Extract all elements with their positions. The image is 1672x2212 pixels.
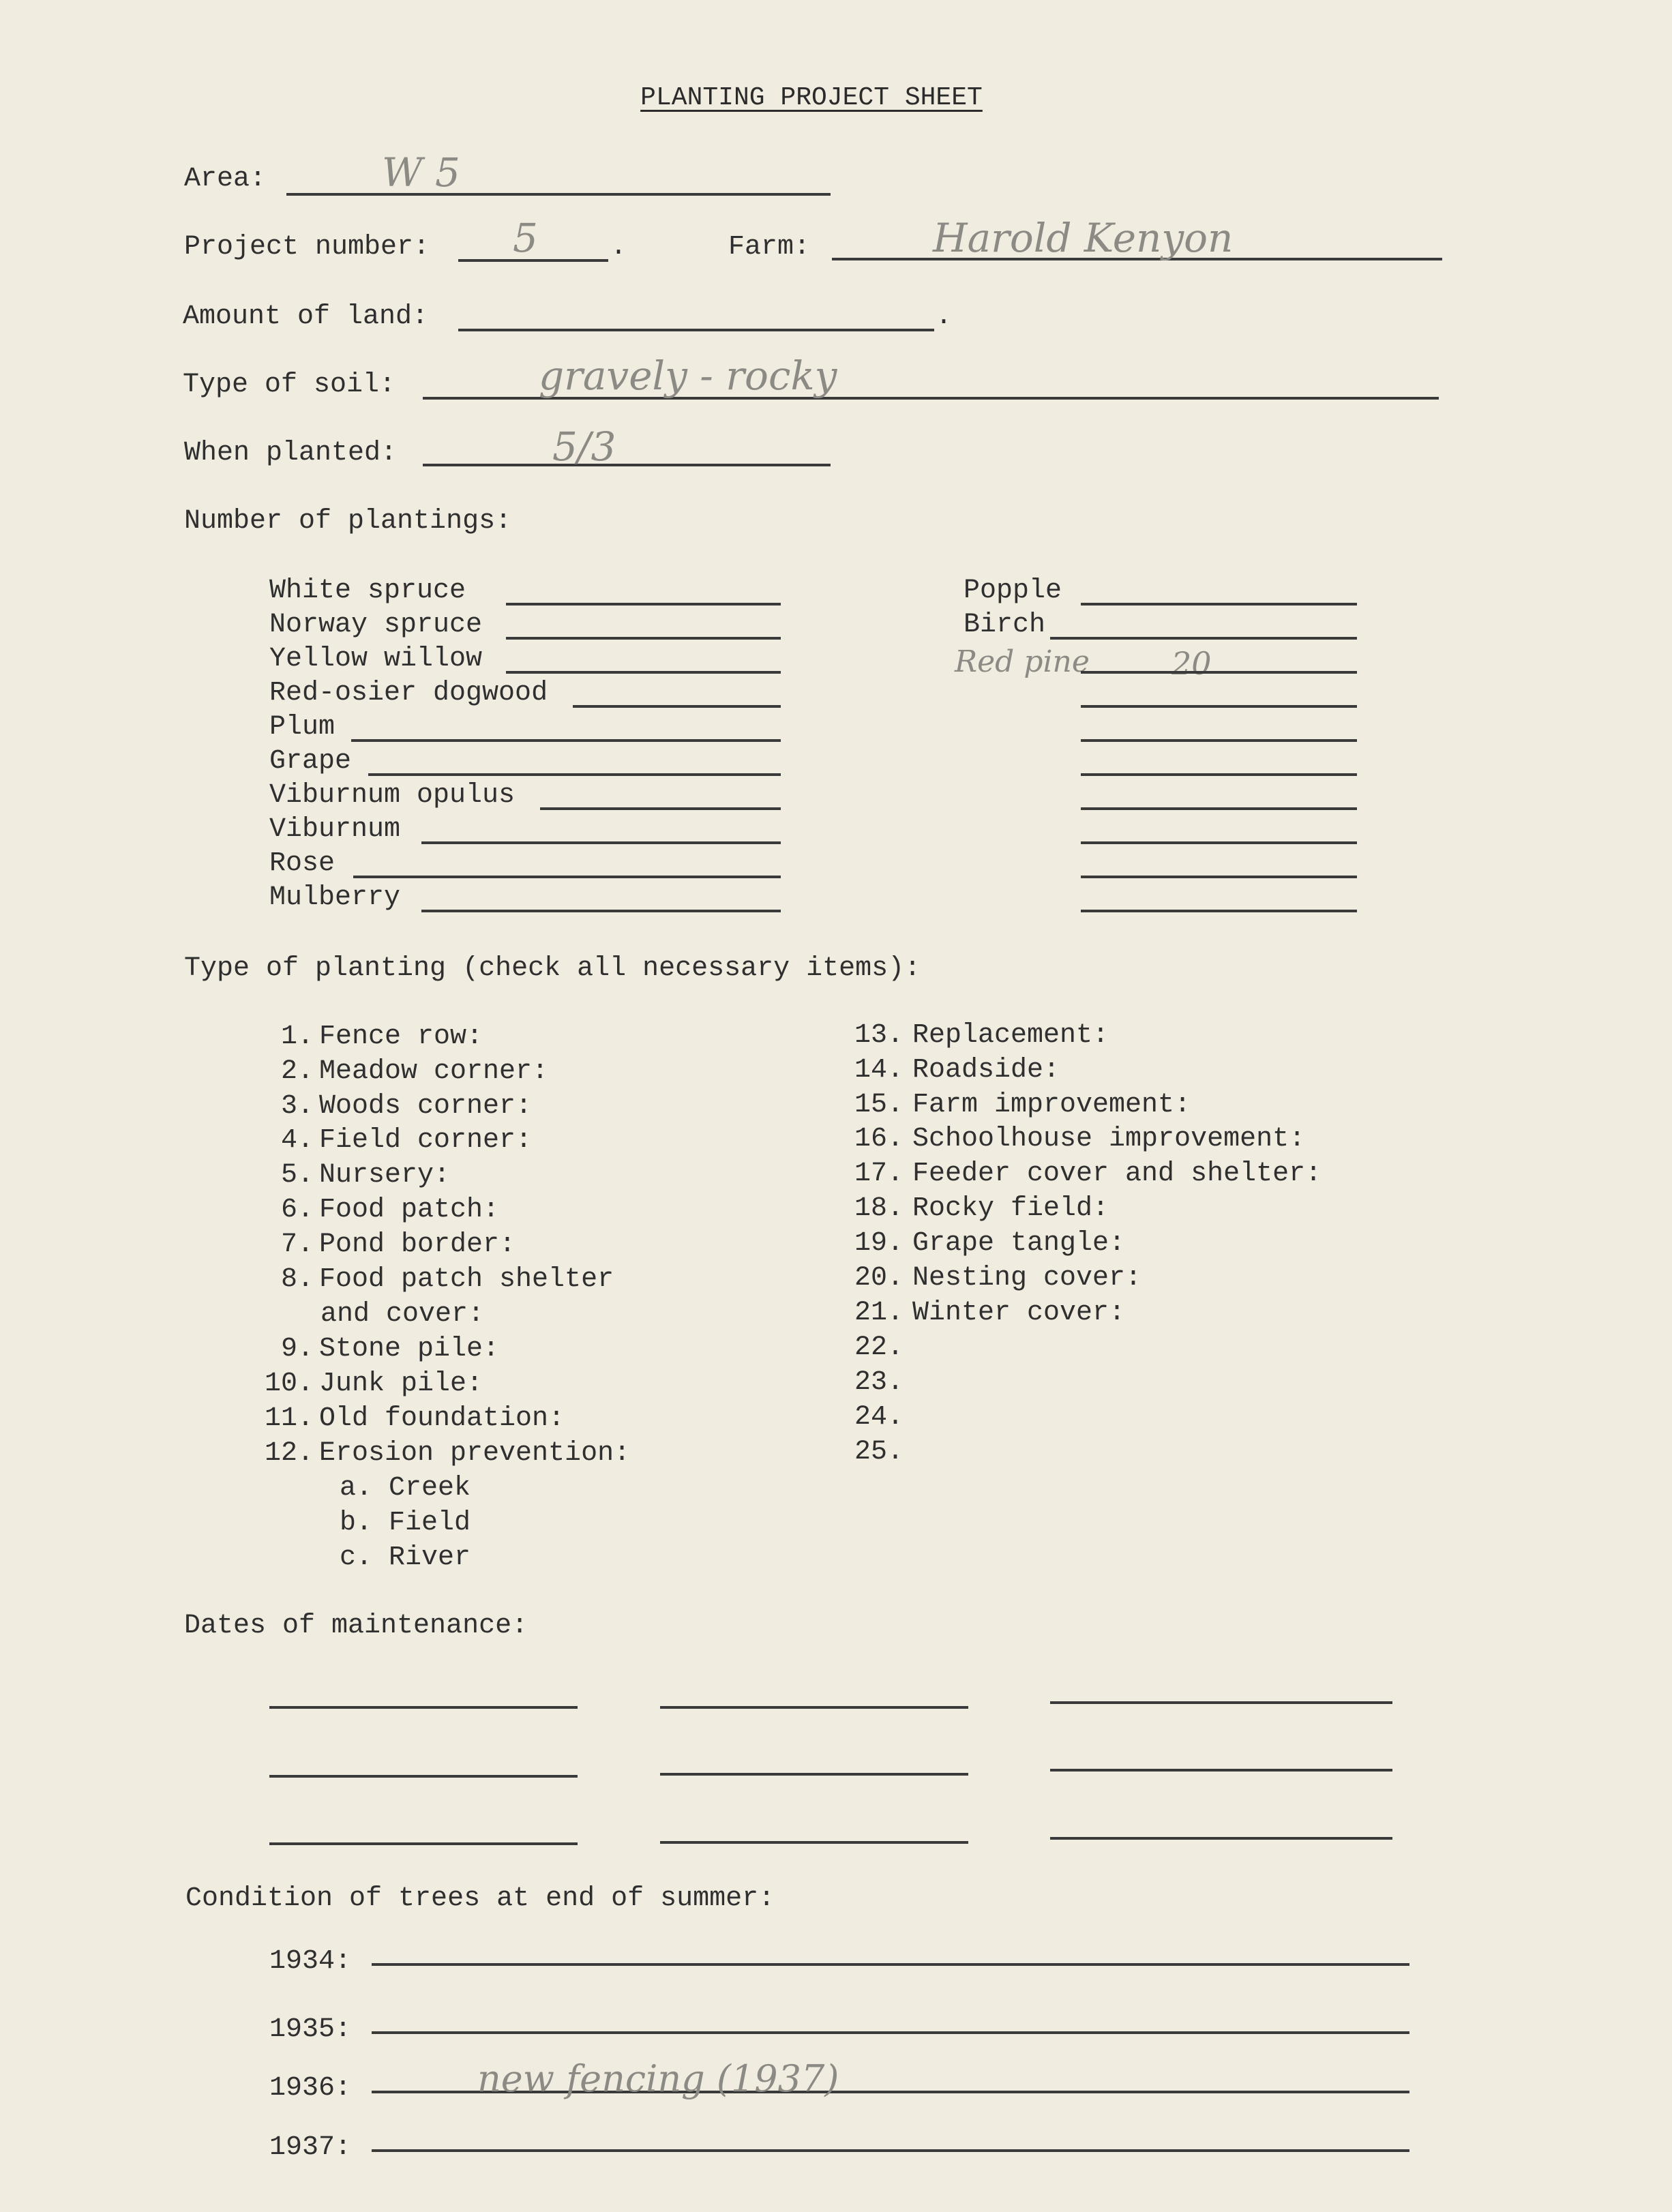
condition-year-1937: 1937: <box>269 2132 352 2163</box>
planted-label: When planted: <box>184 438 398 468</box>
type-rocky-field: Rocky field: <box>912 1193 1109 1224</box>
amount-label: Amount of land: <box>183 301 429 332</box>
type-nesting-cover: Nesting cover: <box>912 1263 1142 1294</box>
maintenance-line <box>269 1775 578 1778</box>
condition-year-1934: 1934: <box>269 1946 352 1977</box>
maintenance-line <box>1050 1701 1392 1704</box>
type-food-patch-shelter: Food patch shelter <box>319 1264 614 1295</box>
type-farm-improvement: Farm improvement: <box>912 1090 1191 1120</box>
condition-year-1935: 1935: <box>269 2014 352 2045</box>
types-label: Type of planting (check all necessary items): <box>184 953 921 984</box>
type-stone-pile: Stone pile: <box>319 1334 500 1364</box>
type-winter-cover: Winter cover: <box>912 1298 1126 1328</box>
planting-yellow-willow: Yellow willow <box>269 644 483 674</box>
type-23: 23. <box>854 1367 904 1398</box>
farm-value: Harold Kenyon <box>933 215 1234 261</box>
planting-rose: Rose <box>269 848 335 879</box>
type-replacement: Replacement: <box>912 1020 1109 1051</box>
type-pond-border: Pond border: <box>319 1229 516 1260</box>
maintenance-label: Dates of maintenance: <box>184 1611 528 1641</box>
plantings-label: Number of plantings: <box>184 506 512 537</box>
maintenance-line <box>1050 1837 1392 1840</box>
planting-grape: Grape <box>269 746 352 777</box>
planting-red-pine: Red pine <box>955 644 1090 679</box>
type-field-corner: Field corner: <box>319 1125 533 1156</box>
type-nursery: Nursery: <box>319 1160 451 1191</box>
maintenance-line <box>269 1842 578 1845</box>
type-erosion-creek: a. Creek <box>340 1473 471 1504</box>
planting-viburnum: Viburnum <box>269 814 401 845</box>
project-number-label: Project number: <box>184 232 430 263</box>
project-number-value: 5 <box>513 215 538 261</box>
maintenance-line <box>660 1773 968 1776</box>
planting-red-osier-dogwood: Red-osier dogwood <box>269 678 548 708</box>
type-grape-tangle: Grape tangle: <box>912 1228 1126 1259</box>
type-24: 24. <box>854 1402 904 1433</box>
planting-norway-spruce: Norway spruce <box>269 610 483 640</box>
type-food-patch: Food patch: <box>319 1195 500 1225</box>
type-meadow-corner: Meadow corner: <box>319 1056 549 1087</box>
condition-year-1936: 1936: <box>269 2073 352 2104</box>
type-old-foundation: Old foundation: <box>319 1403 565 1434</box>
maintenance-line <box>660 1706 968 1709</box>
type-erosion-prevention: Erosion prevention: <box>319 1438 631 1469</box>
planting-mulberry: Mulberry <box>269 882 401 913</box>
planting-project-sheet: PLANTING PROJECT SHEET Area: W 5 Project number: . 5 Farm: Harold Kenyon Amount of land: . Type of soil: gravely - rocky When planted: 5/3 Number of plantings: White spruce Norway spruce Yellow willow Red-osier dogwood Plum Grape Viburnum opulus Viburnum Rose Mulberry Popple Birch Red pine 20 Type of planting (check all necessary items): 1. Fence row: 2. Meadow corner: 3. Woods corner: 4. Field corner: 5. Nursery: 6. Food patch: 7. Pond border: 8. Food patch shelter and cover: 9. Stone pile: 10. Junk pile: 11. Old foundation: 12. Erosion prevention: a. Creek b. Field c. River 13. Replacement: 14. Roadside: 15. Farm improvement: 16. Schoolhouse improvement: 17. Feeder cover and shelter: 18. Rocky field: 19. Grape tangle: 20. Nesting cover: 21. Winter cover: 22. 23. 24. 25. Dates of maintenance: Condition of trees at end of summer: 1934: 1935: 1936: new fencing (1937) 1937: <box>0 0 1672 2212</box>
planted-line <box>423 464 831 466</box>
type-woods-corner: Woods corner: <box>319 1091 533 1122</box>
planting-popple: Popple <box>964 576 1062 606</box>
maintenance-line <box>1050 1769 1392 1772</box>
area-line <box>286 193 831 196</box>
type-erosion-river: c. River <box>340 1542 471 1573</box>
planted-value: 5/3 <box>552 423 616 470</box>
type-roadside: Roadside: <box>912 1055 1060 1086</box>
type-fence-row: Fence row: <box>319 1021 483 1052</box>
type-food-patch-shelter-cont: and cover: <box>320 1299 485 1330</box>
condition-label: Condition of trees at end of summer: <box>185 1883 775 1914</box>
maintenance-line <box>660 1841 968 1844</box>
planting-birch: Birch <box>964 610 1046 640</box>
planting-plum: Plum <box>269 712 335 743</box>
page-title: PLANTING PROJECT SHEET <box>640 83 983 113</box>
type-schoolhouse-improvement: Schoolhouse improvement: <box>912 1124 1306 1154</box>
type-22: 22. <box>854 1332 904 1363</box>
maintenance-line <box>269 1706 578 1709</box>
soil-value: gravely - rocky <box>539 353 837 399</box>
type-junk-pile: Junk pile: <box>319 1369 483 1399</box>
planting-white-spruce: White spruce <box>269 576 466 606</box>
area-label: Area: <box>184 164 267 194</box>
type-feeder-cover: Feeder cover and shelter: <box>912 1159 1322 1189</box>
area-value: W 5 <box>382 149 460 196</box>
type-25: 25. <box>854 1437 904 1467</box>
planting-red-pine-count: 20 <box>1171 645 1212 682</box>
soil-label: Type of soil: <box>183 370 396 400</box>
amount-line <box>458 329 934 331</box>
type-erosion-field: b. Field <box>340 1508 471 1538</box>
farm-label: Farm: <box>728 232 811 263</box>
condition-1936-note: new fencing (1937) <box>477 2057 839 2100</box>
planting-viburnum-opulus: Viburnum opulus <box>269 780 516 811</box>
